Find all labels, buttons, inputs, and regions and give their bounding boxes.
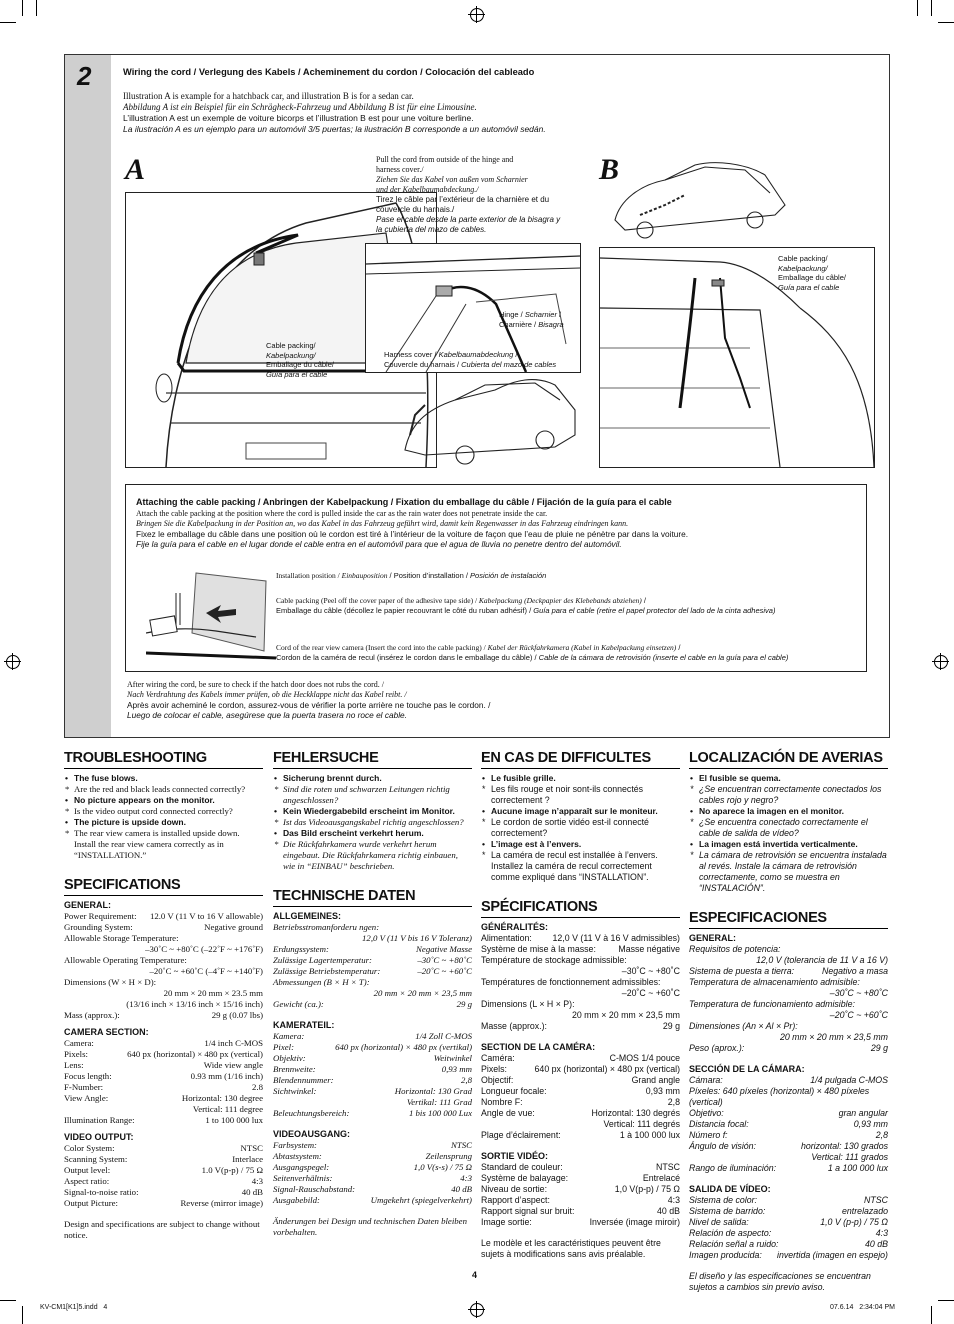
specifications-heading: SPECIFICATIONS [64,877,263,896]
sedan-car-drawing [615,163,785,238]
ts-item: • L’image est à l’envers. [482,839,582,849]
spec-row: Kamera: 1/4 Zoll C-MOS [273,1031,472,1041]
spec-footer-note: Design and specifications are subject to change without notice. [64,1219,260,1240]
spec-row: Lens: Wide view angle [64,1060,263,1070]
illustration-label-a: A [125,153,146,186]
ts-item: • No picture appears on the monitor. [65,795,215,805]
spec-row: Grounding System: Negative ground [64,922,263,932]
intro-en: Illustration A is example for a hatchback car, and illustration B is for a sedan car. [123,91,414,101]
hinge-label: Hinge / Scharnier / Charnière / Bisagra [499,310,564,329]
spec-label: Temperatura de funcionamiento admisible: [689,999,855,1009]
spec-row: Imagen producida: invertida (imagen en espejo) [689,1250,888,1260]
spec-value: 20 mm × 20 mm × 23,5 mm [571,1010,680,1020]
spec-row: Objetivo: gran angular [689,1108,888,1118]
spec-row: Pixels: 640 px (horizontal) × 480 px (vertical) [64,1049,263,1059]
illustration-b-box [599,247,875,468]
spec-label: Dimensiones (An × Al × Pr): [689,1021,798,1031]
registration-mark-top [470,8,484,22]
video-output-heading: VIDEO OUTPUT: [64,1132,134,1142]
troubleshooting-heading: TROUBLESHOOTING [64,750,263,769]
specifications-heading: ESPECIFICACIONES [689,910,888,929]
spec-value: –20˚C ~ +60˚C [829,1010,888,1020]
attaching-box [125,484,867,672]
spec-value: –30˚C ~ +80˚C [621,966,680,976]
spec-footer-note: Änderungen bei Design und technischen Daten bleiben vorbehalten. [273,1216,467,1237]
crop-mark [938,1300,954,1301]
spec-row: Blendennummer: 2,8 [273,1075,472,1085]
spec-row: Sistema de puesta a tierra: Negativo a masa [689,966,888,976]
spec-row: Rango de iluminación: 1 a 100 000 lux [689,1163,888,1173]
spec-row: Aspect ratio: 4:3 [64,1176,263,1186]
attaching-lines: Attach the cable packing at the position where the cord is pulled inside the car as the rain water does not penetrate inside the car. Bringen Sie die Kabelpackung in der Position an, wo das Kabel in das Fahrzeug geführt wird, damit kein Regenwasser in das Fahrzeug eindringen kann. Fixez le emballage du câble dans une position où le cordon est tiré à l’intérieur de la voiture de façon que l’eau de pluie ne pénètre par dans la voiture. Fije la guía para el cable en el lugar donde el cable entra en el automóvil para que el agua de lluvia no penetre dentro del automóvil. [136,509,689,549]
spec-value: 12,0 V (11 V bis 16 V Toleranz) [362,933,472,943]
spec-value: –30˚C ~ +80˚C [829,988,888,998]
spec-value: –20˚C ~ +60˚C (–4˚F ~ +140˚F) [149,966,263,976]
intro-es: La ilustración A es un ejemplo para un automóvil 3/5 puertas; la ilustración B corresponde a un automóvil sedán. [123,124,546,134]
crop-mark [0,1300,16,1301]
ts-item: • The picture is upside down. [65,817,186,827]
ts-item: • Kein Wiedergabebild erscheint im Monitor. [274,806,455,816]
column-german [273,750,472,1238]
spec-row: Pixels: 640 px (horizontal) × 480 px (vertical) [481,1064,680,1074]
ts-item: * La cámara de retrovisión se encuentra instalada al revés. Instale la cámara de retrovisión correctamente, como se muestra en “INSTALACIÓN”. [690,850,887,893]
spec-row: Scanning System: Interlace [64,1154,263,1164]
spec-row: Erdungssystem: Negative Masse [273,944,472,954]
spec-row: Cámara: 1/4 pulgada C-MOS [689,1075,888,1085]
spec-row: Abtastsystem: Zeilensprung [273,1151,472,1161]
spec-row: Mass (approx.): 29 g (0.07 lbs) [64,1010,263,1020]
spec-row: Système de balayage: Entrelacé [481,1173,680,1183]
video-output-heading: VIDEOAUSGANG: [273,1129,351,1139]
spec-value: 20 mm × 20 mm × 23.5 mm [163,988,263,998]
spec-label: Abmessungen (B × H × T): [273,977,370,987]
wiring-title: Wiring the cord / Verlegung des Kabels / Acheminement du cordon / Colocación del cableado [123,67,535,77]
spec-row: Farbsystem: NTSC [273,1140,472,1150]
spec-row: Angle de vue: Horizontal: 130 degrés [481,1108,680,1118]
spec-label: Dimensions (W × H × D): [64,977,157,987]
troubleshooting-heading: FEHLERSUCHE [273,750,472,769]
spec-label: Allowable Storage Temperature: [64,933,179,943]
ts-item: * La caméra de recul est installée à l’envers. Installez la caméra de recul correctement comme expliqué dans “INSTALLATION”. [482,850,658,882]
camera-section-heading: KAMERATEIL: [273,1020,335,1030]
spec-value: 20 mm × 20 mm × 23,5 mm [779,1032,888,1042]
spec-row: Image sortie: Inversée (image miroir) [481,1217,680,1227]
section-number: 2 [77,61,92,91]
spec-row: Nombre F: 2,8 [481,1097,680,1107]
spec-label: Dimensions (L × H × P): [481,999,575,1009]
spec-label: Píxeles: 640 píxeles (horizontal) × 480 píxeles (vertical) [689,1086,870,1107]
spec-row: Système de mise à la masse: Masse négative [481,944,680,954]
crop-mark [938,22,954,23]
crop-mark [931,0,932,16]
intro-de: Abbildung A ist ein Beispiel für ein Schrägheck-Fahrzeug und Abbildung B ist für eine Limousine. [123,102,477,112]
registration-mark-right [934,655,948,669]
spec-footer-note: Le modèle et les caractéristiques peuvent être sujets à modifications sans avis préalable. [481,1238,661,1259]
spec-row: Beleuchtungsbereich: 1 bis 100 000 Lux [273,1108,472,1118]
crop-mark [36,0,37,16]
cable-packing-a-label: Cable packing/ Kabelpackung/ Emballage du câble/ Guía para el cable [266,341,334,379]
spec-label: Requisitos de potencia: [689,944,781,954]
ts-item: * ¿Se encuentra conectado correctamente el cable de salida de vídeo? [690,817,868,838]
spec-value: Vertical: 111 grados [811,1152,888,1162]
ts-item: * Sind die roten und schwarzen Leitungen richtig angeschlossen? [274,784,450,805]
after-wiring-note: After wiring the cord, be sure to check if the hatch door does not rubs the cord. / Nach Verdrahtung des Kabels immer prüfen, ob die Heckklappe nicht das Kabel reibt. / Après avoir acheminé le cordon, assurez-vous de vérifier la porte arrière ne touche pas le cordon. / Luego de colocar el cable, asegúrese que la puerta trasera no roce el cable. [127,680,491,720]
ts-item: * Is the video output cord connected correctly? [65,806,233,816]
spec-value: Vertical: 111 degrés [603,1119,680,1129]
column-english [64,750,263,1241]
ts-item: • La imagen está invertida verticalmente. [690,839,858,849]
ts-item: • El fusible se quema. [690,773,781,783]
crop-mark [22,0,23,16]
spec-footer-note: El diseño y las especificaciones se encuentran sujetos a cambios sin previo aviso. [689,1271,871,1292]
ts-item: * Die Rückfahrkamera wurde verkehrt herum eingebaut. Die Rückfahrkamera richtig einbauen, wie in “EINBAU” beschrieben. [274,839,458,871]
ts-item: * Les fils rouge et noir sont-ils connectés correctement ? [482,784,644,805]
column-spanish [689,750,888,1293]
general-heading: GENERAL: [64,900,111,910]
spec-row: Ausgabebild: Umgekehrt (spiegelverkehrt) [273,1195,472,1205]
spec-row: Peso (aprox.): 29 g [689,1043,888,1053]
spec-row: Color System: NTSC [64,1143,263,1153]
hatchback-car-drawing [405,380,575,464]
spec-label: Betriebsstromanforderu ngen: [273,922,380,932]
spec-row: Brennweite: 0,93 mm [273,1064,472,1074]
harness-cover-label: Harness cover / Kabelbaumabdeckung / Couvercle du harnais / Cubierta del mazo de cables [384,350,557,369]
ts-item: * The rear view camera is installed upside down. Install the rear view camera correctly as in “INSTALLATION.” [65,828,240,860]
troubleshooting-heading: LOCALIZACIÓN DE AVERIAS [689,750,888,769]
installation-position-label: Installation position / Einbauposition / Position d’installation / Posición de instalación [276,571,547,580]
spec-row: Sistema de color: NTSC [689,1195,888,1205]
general-heading: ALLGEMEINES: [273,911,342,921]
ts-item: • Sicherung brennt durch. [274,773,382,783]
crop-mark [917,0,918,16]
camera-section-heading: SECCIÓN DE LA CÁMARA: [689,1064,805,1074]
spec-value: (13/16 inch × 13/16 inch × 15/16 inch) [126,999,263,1009]
video-output-heading: SALIDA DE VÍDEO: [689,1184,771,1194]
spec-row: Sichtwinkel: Horizontal: 130 Grad [273,1086,472,1096]
ts-item: * Are the red and black leads connected correctly? [65,784,246,794]
camera-section-heading: SECTION DE LA CAMÉRA: [481,1042,596,1052]
spec-row: Relación de aspecto: 4:3 [689,1228,888,1238]
spec-row: Rapport signal sur bruit: 40 dB [481,1206,680,1216]
camera-section-heading: CAMERA SECTION: [64,1027,149,1037]
spec-row: Output level: 1.0 V(p-p) / 75 Ω [64,1165,263,1175]
spec-row: Seitenverhältnis: 4:3 [273,1173,472,1183]
troubleshooting-heading: EN CAS DE DIFFICULTES [481,750,680,769]
spec-row: Power Requirement: 12.0 V (11 V to 16 V allowable) [64,911,263,921]
spec-label: Temperatura de almacenamiento admisible: [689,977,860,987]
spec-label: Températures de fonctionnement admissibles: [481,977,661,987]
ts-item: • Aucune image n’apparaît sur le moniteur. [482,806,658,816]
specifications-heading: TECHNISCHE DATEN [273,888,472,907]
spec-row: Alimentation: 12,0 V (11 V à 16 V admissibles) [481,933,680,943]
crop-mark [22,1306,23,1324]
ts-item: * Le cordon de sortie vidéo est-il connecté correctement? [482,817,649,838]
registration-mark-left [6,655,20,669]
ts-item: * ¿Se encuentran correctamente conectados los cables rojo y negro? [690,784,882,805]
spec-row: Distancia focal: 0,93 mm [689,1119,888,1129]
spec-row: Longueur focale: 0,93 mm [481,1086,680,1096]
spec-row: Signal-to-noise ratio: 40 dB [64,1187,263,1197]
wiring-panel [64,54,890,738]
spec-row: Nivel de salida: 1,0 V (p-p) / 75 Ω [689,1217,888,1227]
ts-item: • The fuse blows. [65,773,138,783]
general-heading: GÉNÉRALITÉS: [481,922,549,932]
spec-row: Focus length: 0.93 mm (1/16 inch) [64,1071,263,1081]
pull-cord-note: Pull the cord from outside of the hinge and harness cover./ Ziehen Sie das Kabel von außen vom Scharnier und der Kabelbaumabdeckung./ Tirez le câble par l’extérieur de la charnière et du couvercle du harnais./ Pase el cable desde la parte exterior de la bisagra y la cubierta del mazo de cables. [376,155,561,234]
spec-value: 12,0 V (tolerancia de 11 V a 16 V) [756,955,888,965]
spec-value: 20 mm × 20 mm × 23,5 mm [373,988,472,998]
spec-value: Vertical: 111 degree [192,1104,263,1114]
spec-row: Illumination Range: 1 to 100 000 lux [64,1115,263,1125]
crop-mark [0,22,16,23]
video-output-heading: SORTIE VIDÉO: [481,1151,549,1161]
spec-row: Ángulo de visión: horizontal: 130 grados [689,1141,888,1151]
spec-row: Objektiv: Weitwinkel [273,1053,472,1063]
spec-row: Output Picture: Reverse (mirror image) [64,1198,263,1208]
slug-right: 07.6.14 2:34:04 PM [830,1304,895,1311]
cable-packing-drawing [146,563,296,663]
general-heading: GENERAL: [689,933,736,943]
spec-value: –30˚C ~ +80˚C (–22˚F ~ +176˚F) [145,944,263,954]
illustration-label-b: B [599,153,620,186]
cable-packing-peel-label: Cable packing (Peel off the cover paper of the adhesive tape side) / Kabelpackung (Deckpapier des Klebebands abziehen) / Emballage du câble (décollez le papier recouvrant le côté du ruban adhésif) / Guía para el cable (retire el papel protector del lado de la cinta adhesiva) [276,596,776,615]
spec-row: Ausgangspegel: 1,0 V(s-s) / 75 Ω [273,1162,472,1172]
spec-row: Zulässige Betriebstemperatur: –20˚C ~ +60˚C [273,966,472,976]
column-french [481,750,680,1260]
intro-fr: L’illustration A est un exemple de voiture bicorps et l’illustration B est pour une voiture berline. [123,113,474,123]
spec-row: Signal-Rauschabstand: 40 dB [273,1184,472,1194]
spec-row: Sistema de barrido: entrelazado [689,1206,888,1216]
spec-row: Plage d’éclairement: 1 à 100 000 lux [481,1130,680,1140]
attaching-title: Attaching the cable packing / Anbringen der Kabelpackung / Fixation du emballage du câble / Fijación de la guía para el cable [136,497,672,507]
ts-item: • Le fusible grille. [482,773,556,783]
spec-label: Allowable Operating Temperature: [64,955,187,965]
ts-item: • No aparece la imagen en el monitor. [690,806,845,816]
spec-row: F-Number: 2.8 [64,1082,263,1092]
camera-cord-label: Cord of the rear view camera (Insert the cord into the cable packing) / Kabel der Rückfahrkamera (Kabel in Kabelpackung einsetzen) / Cordon de la caméra de recul (insérez le cordon dans le emballage du câble) / Cable de la cámara de retrovisión (inserte el cable en la guía para el cable) [276,643,789,662]
ts-item: * Ist das Videoausgangskabel richtig angeschlossen? [274,817,464,827]
spec-row: Zulässige Lagertemperatur: –30˚C ~ +80˚C [273,955,472,965]
crop-mark [931,1306,932,1324]
spec-row: Gewicht (ca.): 29 g [273,999,472,1009]
spec-row: Pixel: 640 px (horizontal) × 480 px (vertikal) [273,1042,472,1052]
specifications-heading: SPÉCIFICATIONS [481,899,680,918]
spec-value: –20˚C ~ +60˚C [621,988,680,998]
spec-row: View Angle: Horizontal: 130 degree [64,1093,263,1103]
spec-row: Objectif: Grand angle [481,1075,680,1085]
spec-row: Caméra: C-MOS 1/4 pouce [481,1053,680,1063]
page-number: 4 [472,1270,478,1280]
spec-row: Rapport d’aspect: 4:3 [481,1195,680,1205]
cable-packing-b-label: Cable packing/ Kabelpackung/ Emballage du câble/ Guía para el cable [778,254,846,292]
spec-row: Relación señal a ruido: 40 dB [689,1239,888,1249]
ts-item: • Das Bild erscheint verkehrt herum. [274,828,424,838]
spec-row: Niveau de sortie: 1,0 V(p-p) / 75 Ω [481,1184,680,1194]
spec-label: Température de stockage admissible: [481,955,627,965]
spec-row: Camera: 1/4 inch C-MOS [64,1038,263,1048]
spec-row: Masse (approx.): 29 g [481,1021,680,1031]
spec-row: Standard de couleur: NTSC [481,1162,680,1172]
spec-row: Número f: 2,8 [689,1130,888,1140]
slug-left: KV-CM1[K1]5.indd 4 [40,1304,108,1311]
spec-value: Vertikal: 111 Grad [406,1097,472,1107]
registration-mark-bottom [470,1303,484,1317]
